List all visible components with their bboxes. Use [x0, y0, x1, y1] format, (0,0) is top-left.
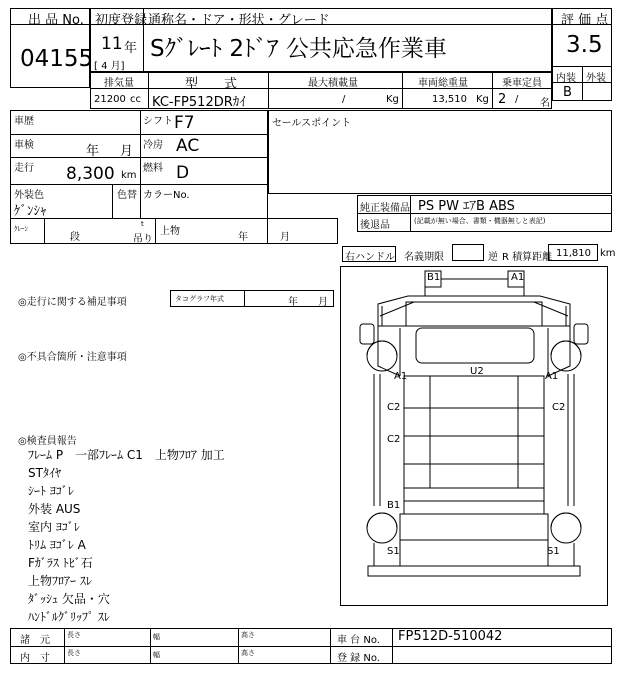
body-label: 上物	[160, 226, 180, 237]
capacity-sep: /	[515, 94, 519, 105]
odometer-unit: km	[600, 248, 616, 259]
chassis-label: 車 台 No.	[337, 635, 380, 646]
gross-weight-label: 車両総重量	[418, 78, 468, 89]
aftermarket-note: (記載が無い場合、書類・機器無しと表記)	[414, 217, 546, 225]
mark-c2-right-1: C2	[552, 402, 566, 413]
body-month-box	[268, 218, 338, 244]
crane-t: t	[141, 220, 144, 228]
interior-grade-label: 内装	[556, 73, 576, 84]
chassis-number: FP512D-510042	[398, 629, 503, 644]
lot-number: 04155	[20, 46, 94, 72]
sales-point-label: セールスポイント	[272, 118, 352, 129]
gross-weight-unit: Kg	[476, 94, 489, 105]
fuel-label: 燃料	[143, 163, 163, 174]
inspector-report-line: ﾌﾚｰﾑ P 一部ﾌﾚｰﾑ C1 上物ﾌﾛｱ 加工	[28, 448, 225, 462]
shift-value: F7	[174, 113, 195, 133]
odometer-label: R 積算距離	[502, 252, 553, 263]
odometer-value: 11,810	[556, 248, 591, 259]
length-label-1: 長さ	[67, 631, 81, 639]
inspector-report-line: 上物ﾌﾛｱｰ ｽﾚ	[28, 574, 92, 588]
inspector-report-line: 外装 AUS	[28, 502, 81, 516]
crane-hang: 吊り	[133, 234, 153, 245]
aftermarket-label: 後退品	[360, 220, 390, 231]
inspector-report-line: ﾊﾝﾄﾞﾙｸﾞﾘｯﾌﾟ ｽﾚ	[28, 610, 110, 624]
inspection-month: 月	[120, 144, 134, 159]
ext-color-value: ｹﾞﾝｼｬ	[14, 204, 47, 219]
model-label: 型 式	[185, 77, 238, 92]
body-month: 月	[280, 232, 290, 243]
displacement-label: 排気量	[104, 78, 134, 89]
name-change-label: 名義期限	[404, 252, 444, 263]
inspector-report-line: Fｶﾞﾗｽ ﾄﾋﾞ石	[28, 556, 93, 570]
equipment-label: 純正装備品	[360, 203, 410, 214]
length-label-2: 長さ	[67, 649, 81, 657]
ac-value: AC	[176, 136, 200, 156]
ac-label: 冷房	[143, 140, 163, 151]
inspection-year: 年	[86, 144, 100, 159]
ext-color-label: 外装色	[14, 190, 44, 201]
gross-weight-value: 13,510	[432, 94, 467, 105]
width-label-2: 幅	[153, 651, 160, 659]
mark-c2-left-1: C2	[387, 402, 401, 413]
mileage-label: 走行	[14, 163, 34, 174]
mark-b1-top: B1	[427, 272, 441, 283]
reg-year: 11	[101, 34, 123, 54]
cargo-bed	[404, 376, 544, 488]
inspector-report-line: ｼｰﾄ ﾖｺﾞﾚ	[28, 484, 74, 498]
width-label-1: 幅	[153, 633, 160, 641]
detail-grid	[10, 110, 268, 244]
driving-notes-label: ◎走行に関する補足事項	[18, 297, 127, 308]
inspector-report-line: ﾀﾞｯｼｭ 欠品・穴	[28, 592, 110, 606]
interior-grade: B	[563, 85, 572, 100]
inspector-report-list	[28, 446, 225, 626]
reg-year-unit: 年	[124, 41, 138, 56]
odometer-mark: 逆	[488, 252, 498, 263]
reg-label: 初度登録	[95, 13, 148, 28]
equipment-value: PS PW ｴｱB ABS	[418, 199, 515, 214]
shift-label: シフト	[143, 116, 173, 127]
mark-s1-right: S1	[547, 546, 560, 557]
cab-roof	[378, 296, 570, 326]
capacity-label: 乗車定員	[502, 78, 542, 89]
max-load-value: /	[342, 94, 346, 105]
mark-c2-left-2: C2	[387, 434, 401, 445]
capacity-unit: 名	[540, 98, 550, 109]
displacement-unit: cc	[130, 94, 141, 105]
max-load-unit: Kg	[386, 94, 399, 105]
mark-b1-left: B1	[387, 500, 401, 511]
mark-a1-right: A1	[545, 371, 559, 382]
exterior-grade-label: 外装	[586, 73, 606, 84]
crane-stage: 段	[70, 232, 80, 243]
defect-notes-label: ◎不具合箇所・注意事項	[18, 352, 127, 363]
color-number-label: カラーNo.	[143, 190, 190, 201]
max-load-label: 最大積載量	[308, 78, 358, 89]
color-change-label: 色替	[117, 190, 137, 201]
windshield	[406, 302, 542, 326]
history-label: 車歴	[14, 116, 34, 127]
inspector-report-label: ◎検査員報告	[18, 436, 77, 447]
handle-type: 右ハンドル	[345, 252, 395, 263]
hood	[416, 328, 534, 363]
fuel-value: D	[176, 163, 190, 183]
height-label-1: 高さ	[241, 631, 255, 639]
crane-label: ｸﾚｰﾝ	[14, 225, 28, 233]
reg-month: [ 4 月]	[94, 61, 125, 72]
displacement-value: 21200	[94, 94, 126, 105]
mark-a1-left: A1	[394, 371, 408, 382]
inspector-report-line: ﾄﾘﾑ ﾖｺﾞﾚ A	[28, 538, 86, 552]
inspector-report-line: STﾀｲﾔ	[28, 466, 61, 480]
registration-label: 登 録 No.	[337, 653, 380, 664]
mileage-unit: km	[121, 170, 137, 181]
model-value: KC-FP512DRｶｲ	[152, 95, 246, 110]
tacho-month: 月	[318, 297, 328, 308]
score-value: 3.5	[566, 32, 603, 58]
interior-dim-label: 内 寸	[20, 653, 50, 664]
name-change-box	[452, 244, 484, 261]
body-year: 年	[238, 232, 248, 243]
capacity-value: 2	[498, 92, 507, 107]
height-label-2: 高さ	[241, 649, 255, 657]
tacho-label: タコグラフ年式	[175, 295, 224, 303]
mark-a1-top: A1	[511, 272, 525, 283]
name-label: 通称名・ドア・形状・グレード	[148, 13, 330, 28]
lot-label: 出 品 No.	[28, 13, 84, 28]
score-label: 評 価 点	[561, 13, 609, 28]
misc-label: 諸 元	[20, 635, 50, 646]
mark-s1-left: S1	[387, 546, 400, 557]
truck-diagram	[340, 266, 608, 606]
tacho-year: 年	[288, 297, 298, 308]
inspector-report-line: 室内 ﾖｺﾞﾚ	[28, 520, 80, 534]
inspection-label: 車検	[14, 140, 34, 151]
mileage-value: 8,300	[66, 164, 115, 184]
mark-u2: U2	[470, 366, 484, 377]
car-name: Sｸﾞﾚｰﾄ 2ﾄﾞｱ 公共応急作業車	[150, 36, 447, 62]
